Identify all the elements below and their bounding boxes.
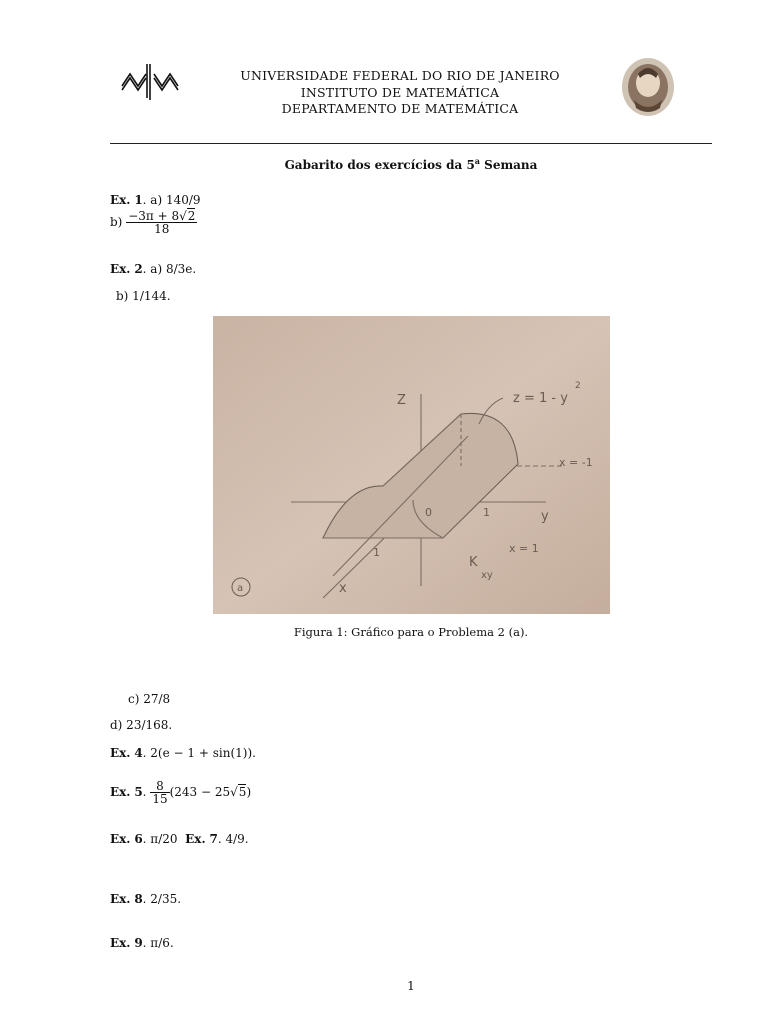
kxy-subscript: xy — [481, 570, 493, 581]
x-axis-label: x — [339, 581, 347, 596]
institute-name: INSTITUTO DE MATEMÁTICA — [300, 84, 500, 100]
z-axis-label: Z — [397, 393, 406, 408]
header-divider — [110, 143, 712, 144]
exercise-4: Ex. 4. 2(e − 1 + sin(1)). — [110, 746, 256, 760]
exercise-8: Ex. 8. 2/35. — [110, 892, 182, 906]
university-seal — [620, 56, 676, 118]
page-title: Gabarito dos exercícios da 5$^a$ Semana — [284, 156, 538, 172]
exercise-2-d: d) 23/168. — [110, 718, 173, 732]
exercise-5: Ex. 5. $\frac{8}{15}$ (243 − 25√5) — [110, 779, 252, 806]
surface-label: z = 1 - y — [513, 391, 568, 406]
exercise-2-b: b) 1/144. — [116, 289, 171, 303]
exercise-2-a: Ex. 2. a) 8/3e. — [110, 262, 197, 276]
y-one-label: 1 — [483, 506, 490, 519]
fraction: $\frac{8}{15}$ — [152, 779, 168, 806]
origin-label: 0 — [425, 506, 432, 519]
exercise-9: Ex. 9. π/6. — [110, 936, 174, 950]
figure-caption: Figura 1: Gráfico para o Problema 2 (a). — [293, 625, 529, 639]
x-pos-label: x = 1 — [509, 542, 539, 555]
y-axis-label: y — [541, 509, 549, 524]
exercise-2-c: c) 27/8 — [128, 692, 171, 706]
department-name: DEPARTAMENTO DE MATEMÁTICA — [281, 101, 519, 116]
exercise-6-7: Ex. 6. π/20 Ex. 7. 4/9. — [110, 832, 249, 846]
exercise-1-a: Ex. 1. a) 140/9 — [110, 193, 201, 207]
figure-photo — [213, 316, 610, 614]
x-neg-label: x = -1 — [559, 456, 593, 469]
institution-header — [220, 68, 580, 118]
kxy-label: K — [469, 555, 478, 570]
university-name: UNIVERSIDADE FEDERAL DO RIO DE JANEIRO — [240, 68, 560, 83]
fraction: $\frac{-3\pi + 8√2}{18}$ — [128, 209, 196, 236]
x-one-label: 1 — [373, 546, 380, 559]
surface-exponent: 2 — [575, 381, 581, 391]
page-number: 1 — [407, 979, 415, 993]
circled-a-label: a — [237, 583, 244, 594]
institute-logo — [120, 60, 180, 102]
exercise-1-b: b) $\frac{-3\pi + 8√2}{18}$ — [110, 209, 196, 236]
